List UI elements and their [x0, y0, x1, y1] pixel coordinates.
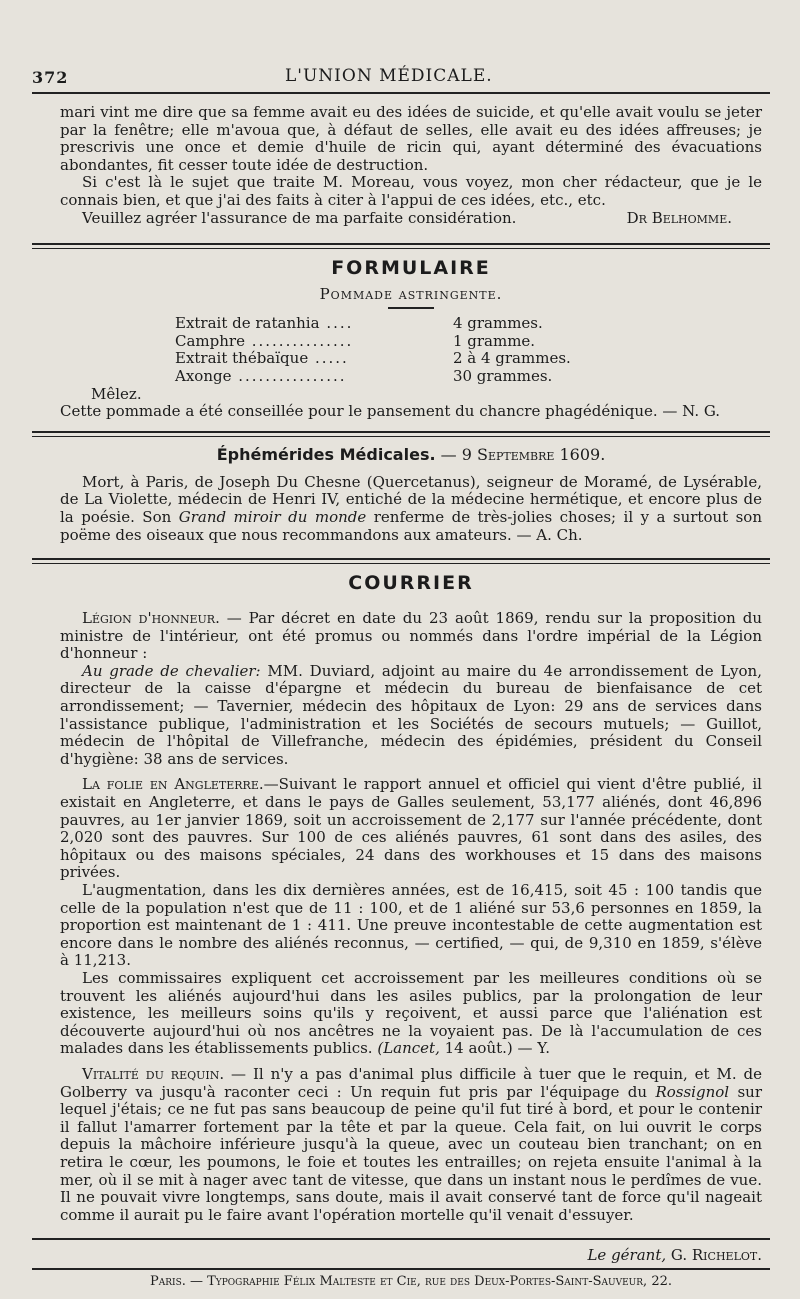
- source-citation: (Lancet,: [377, 1039, 440, 1058]
- recipe-title: Pommade astringente.: [319, 285, 503, 304]
- vitalite-text: sur lequel j'étais; ce ne fut pas sans beaucoup de peine qu'il fut tiré à bord, et pour le contenir il fallut l'amarrer fortement par la tête et par la queue. Cela fait, on lui ouvrit le corps depuis la mâchoire inférieure jusqu'à la queue, avec un couteau bien tranchant; on en retira le cœur, les poumons, le foie et toutes les entrailles; on rejeta ensuite l'animal à la mer, où il se mit à nager avec tant de vitesse, que dans un instant nous le perdîmes de vue. Il ne pouvait vivre longtemps, sans doute, mais il avait conservé tant de force qu'il nageait comme il aurait pu le faire avant l'opération mortelle qu'il venait d'essuyer.: [60, 1082, 763, 1224]
- letter-closing: [60, 210, 762, 228]
- closing-text: Veuillez agréer l'assurance de ma parfaite considération.: [82, 208, 517, 227]
- section-heading-ephemerides: [60, 445, 762, 464]
- legion-label: Légion d'honneur.: [82, 609, 220, 628]
- journal-title: L'UNION MÉDICALE.: [285, 66, 493, 86]
- commissaires-text: 14 août.) — Y.: [439, 1039, 551, 1058]
- dot-leader: ....: [319, 314, 354, 333]
- ingredient-row: [175, 333, 635, 351]
- recipe-instruction: Mêlez.: [91, 384, 142, 403]
- dot-leader: ...............: [244, 331, 354, 350]
- gerant-label: Le gérant,: [587, 1246, 667, 1265]
- ephemerides-paragraph: [60, 474, 762, 544]
- dot-leader: ................: [231, 366, 347, 385]
- ingredient-name: Extrait thébaïque .....: [175, 349, 349, 368]
- legion-text: — Par décret en date du 23 août 1869, rendu sur la proposition du ministre de l'intérieur, ont été promus ou nommés dans l'ordre impérial de la Légion d'honneur :: [60, 609, 762, 663]
- ingredient-row: [175, 368, 635, 386]
- augmentation-paragraph: L'augmentation, dans les dix dernières années, est de 16,415, soit 45 : 100 tandis que celle de la population n'est que de 11 : 100, et de 1 aliéné sur 53,6 personnes en 1859, la proportion est maintenant de 1 : 411. Une preuve incontestable de cette augmentation est encore dans le nombre des aliénés reconnus, — certified, — qui, de 9,310 en 1859, s'élève à 11,213.: [60, 881, 762, 970]
- ship-name: Rossignol: [655, 1082, 730, 1101]
- chevalier-paragraph: [60, 663, 762, 769]
- commissaires-paragraph: [60, 970, 762, 1058]
- ephemerides-date: — 9 Septembre 1609.: [440, 444, 606, 464]
- commissaires-text: Les commissaires expliquent cet accroissement par les meilleures conditions où se trouvent les aliénés aujourd'hui dans les asiles publics, par la prolongation de leur existence, les meilleurs soins qu'ils y reçoivent, et aussi parce que l'aliénation est découverte aujourd'hui où nos ancêtres ne la voyaient pas. De là l'accumulation de ces malades dans les établissements publics.: [60, 968, 762, 1058]
- footer-rule: [32, 1238, 770, 1240]
- chevalier-label: Au grade de chevalier:: [82, 661, 261, 680]
- ephemerides-text: Mort, à Paris, de Joseph Du Chesne (Quercetanus), seigneur de Moramé, de Lysérable, de La Violette, médecin de Henri IV, entiché de la médecine hermétique, et encore plus de la poésie. Son: [60, 472, 762, 526]
- letter-paragraph: mari vint me dire que sa femme avait eu des idées de suicide, et qu'elle avait voulu se jeter par la fenêtre; elle m'avoua que, à défaut de selles, elle avait eu des idées affreuses; je prescrivis une once et demie d'huile de ricin qui, ayant déterminé des évacuations abondantes, fit cesser toute idée de destruction.: [60, 103, 762, 174]
- gerant-line: [60, 1246, 762, 1264]
- ingredient-name: Camphre ...............: [175, 331, 354, 350]
- signature: Dr Belhomme.: [626, 208, 732, 227]
- folie-label: La folie en Angleterre.: [82, 775, 264, 794]
- chevalier-text: MM. Duviard, adjoint au maire du 4e arrondissement de Lyon, directeur de la caisse d'épargne et médecin du bureau de bienfaisance de cet arrondissement; — Tavernier, médecin des hôpitaux de Lyon: 29 ans de services dans l'assistance publique, l'administration et les Sociétés de secours mutuels; — Guillot, médecin de l'hôpital de Villefranche, médecin des épidémies, président du Conseil d'hygiène: 38 ans de services.: [60, 661, 762, 768]
- recipe-table: [175, 315, 635, 385]
- gerant-name: G. Richelot.: [670, 1246, 762, 1265]
- section-divider: [32, 431, 770, 437]
- short-rule: [388, 307, 434, 309]
- running-head: [32, 62, 762, 92]
- footer-rule: [32, 1268, 770, 1270]
- legion-paragraph: [60, 610, 762, 663]
- printer-imprint: Paris. — Typographie Félix Malteste et Cie, rue des Deux-Portes-Saint-Sauveur, 22.: [149, 1274, 672, 1290]
- ingredient-quantity: 2 à 4 grammes.: [452, 349, 571, 368]
- ingredient-name: Extrait de ratanhia ....: [175, 314, 354, 333]
- ingredient-quantity: 30 grammes.: [452, 366, 553, 385]
- book-title: Grand miroir du monde: [178, 507, 367, 526]
- vitalite-paragraph: [60, 1066, 762, 1224]
- page-number: 372: [32, 68, 69, 87]
- ingredient-quantity: 4 grammes.: [452, 314, 543, 333]
- ingredient-quantity: 1 gramme.: [452, 331, 536, 350]
- folie-text: —Suivant le rapport annuel et officiel qui vient d'être publié, il existait en Angleterre, et dans le pays de Galles seulement, 53,177 aliénés, dont 46,896 pauvres, au 1er janvier 1869, soit un accroissement de 2,177 sur l'année précédente, dont 2,020 sont des pauvres. Sur 100 de ces aliénés pauvres, 61 sont dans des asiles, des hôpitaux ou des maisons spéciales, 24 dans des workhouses et 15 dans des maisons privées.: [60, 775, 762, 882]
- vitalite-text: — Il n'y a pas d'animal plus difficile à tuer que le requin, et M. de Golberry va jusqu'à raconter ceci : Un requin fut pris par l'équipage du: [60, 1064, 762, 1101]
- dot-leader: .....: [308, 349, 349, 368]
- vitalite-label: Vitalité du requin.: [82, 1064, 225, 1083]
- header-rule: [32, 92, 770, 94]
- letter-paragraph: Si c'est là le sujet que traite M. Moreau, vous voyez, mon cher rédacteur, que je le connais bien, et que j'ai des faits à citer à l'appui de ces idées, etc., etc.: [60, 173, 762, 209]
- ingredient-name: Axonge ................: [175, 366, 347, 385]
- ephemerides-title: Éphémérides Médicales.: [216, 444, 436, 464]
- ingredient-row: [175, 350, 635, 368]
- ingredient-row: [175, 315, 635, 333]
- ephemerides-text: renferme de très-jolies choses; il y a surtout son poëme des oiseaux que nous recommandons aux amateurs. — A. Ch.: [60, 507, 762, 544]
- section-heading-courrier: COURRIER: [348, 572, 474, 595]
- section-divider: [32, 243, 770, 249]
- folie-paragraph: [60, 776, 762, 882]
- section-heading-formulaire: FORMULAIRE: [331, 257, 491, 280]
- section-divider: [32, 558, 770, 564]
- recipe-note: Cette pommade a été conseillée pour le pansement du chancre phagédénique. — N. G.: [60, 402, 721, 421]
